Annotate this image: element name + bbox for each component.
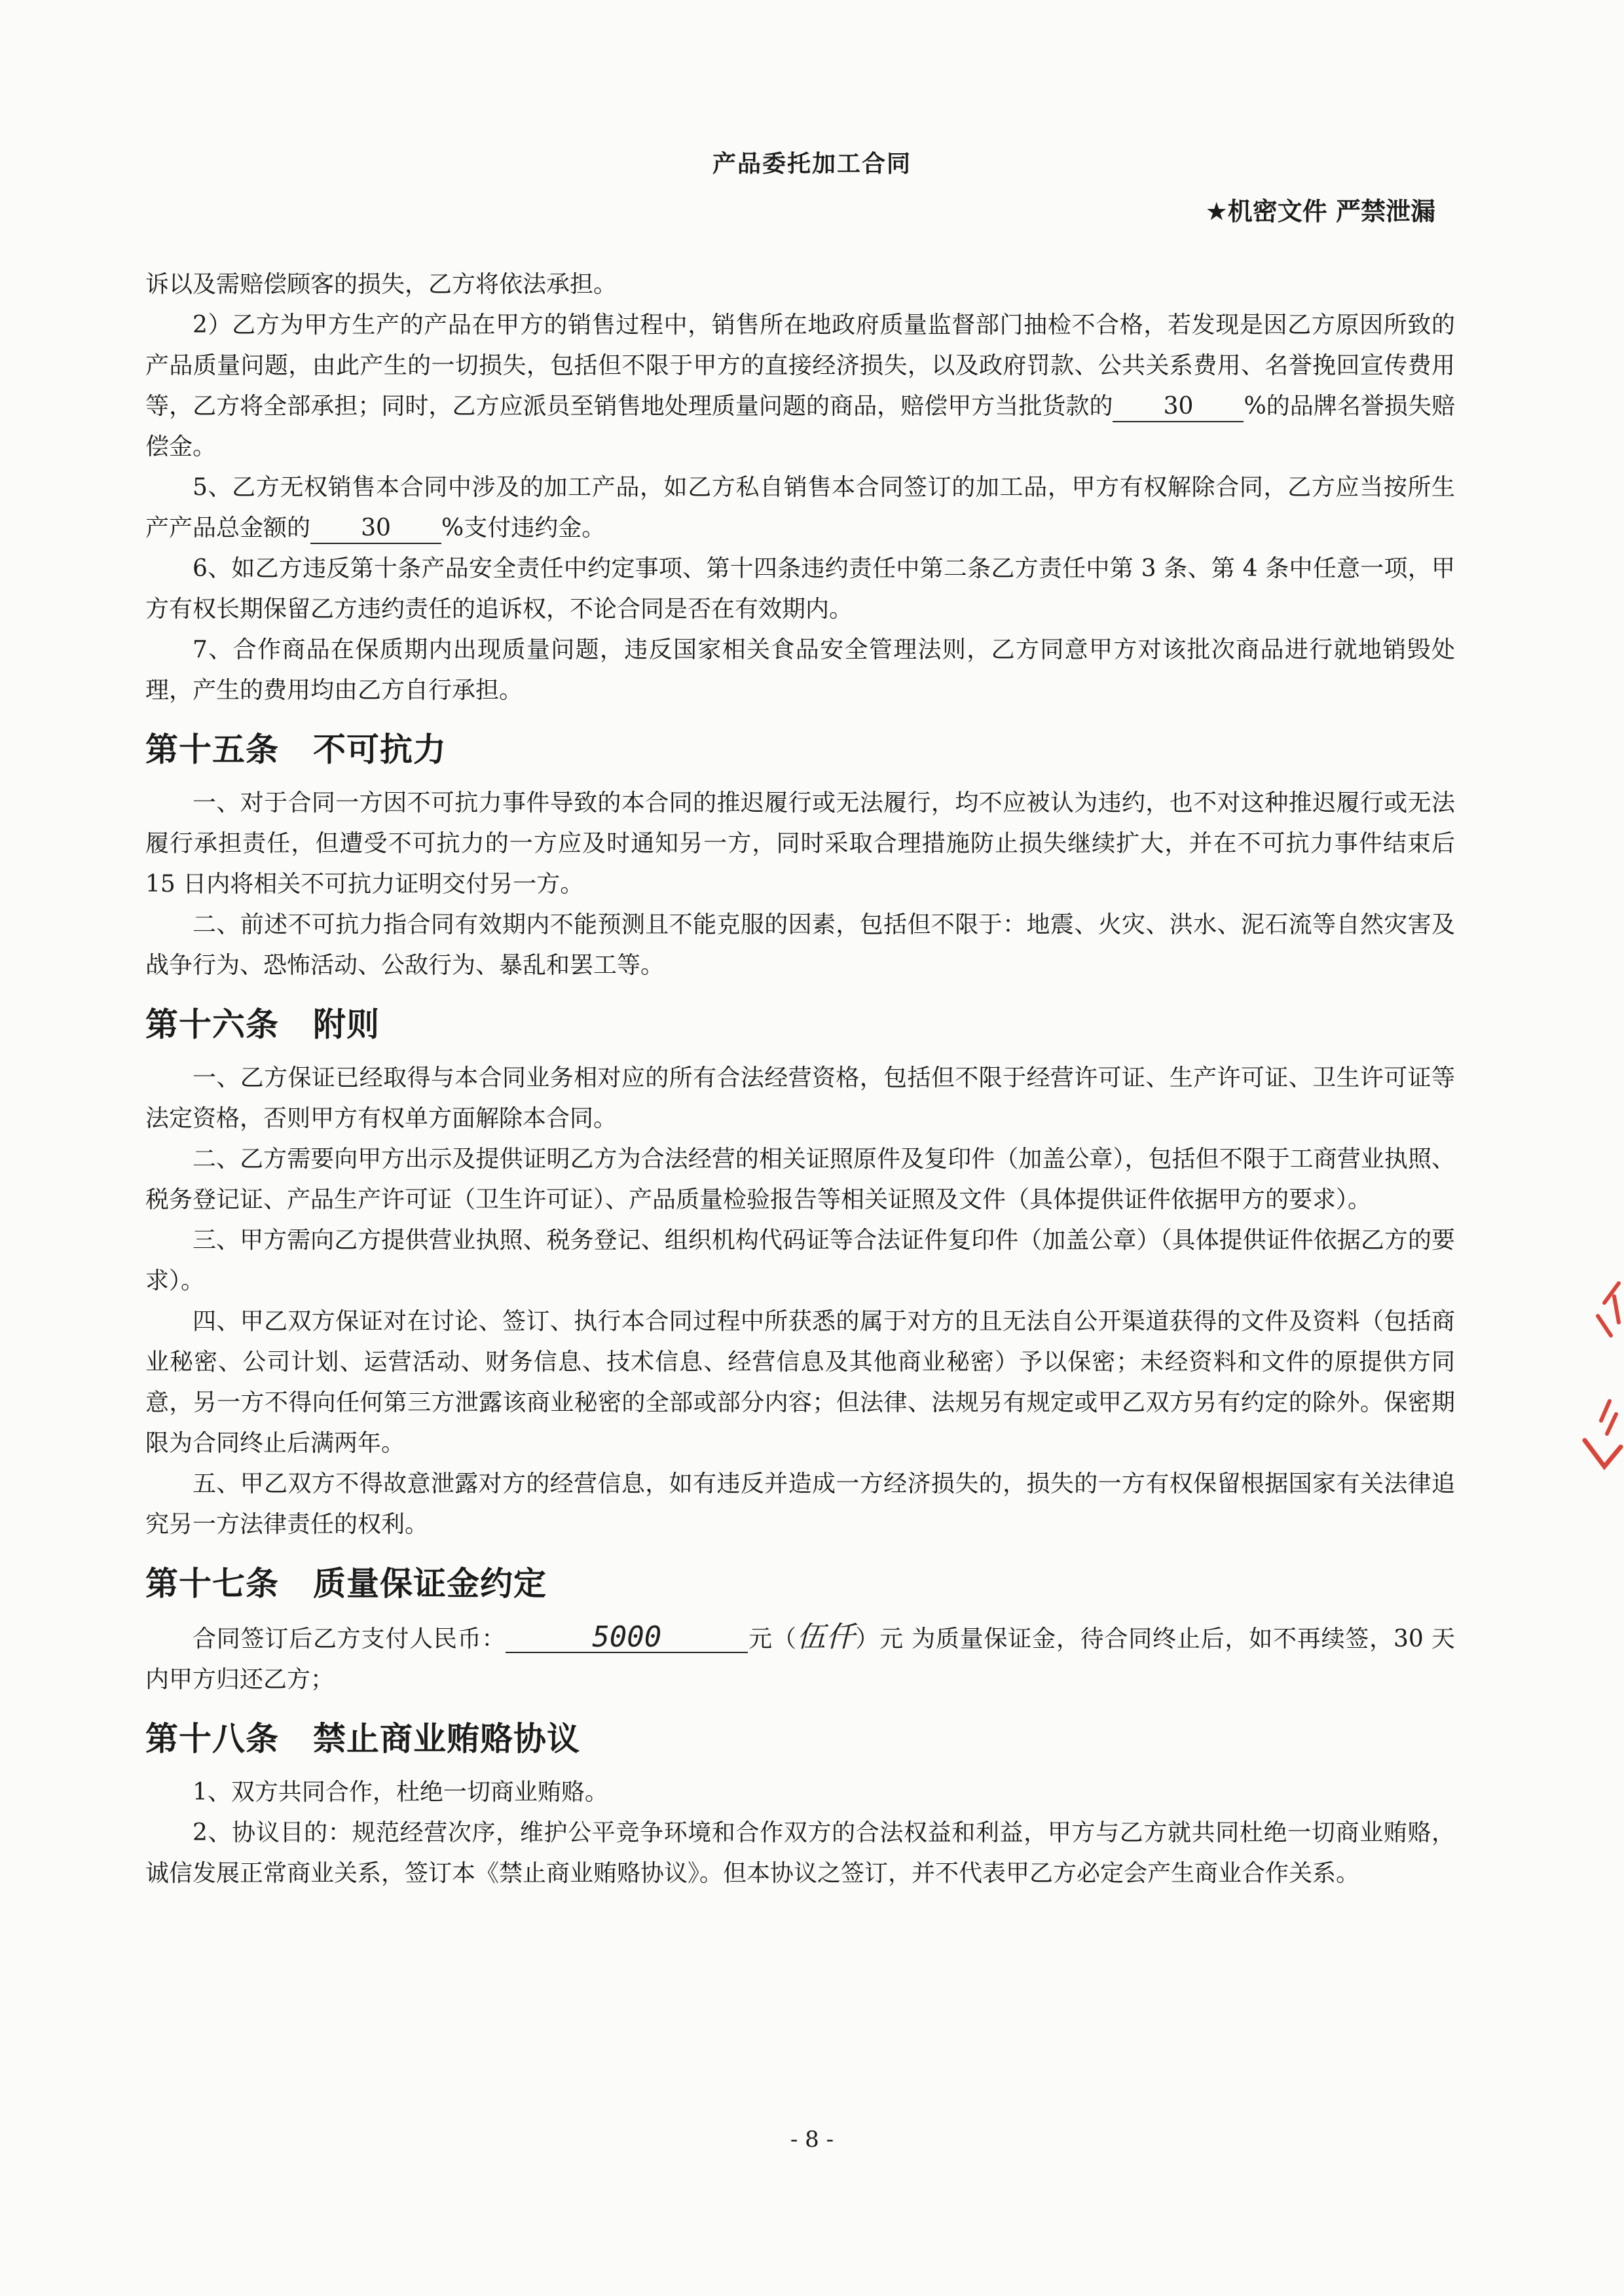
- paragraph: [145, 305, 1455, 467]
- section-number: 第十五条: [145, 731, 279, 769]
- section-number: 第十六条: [145, 1006, 279, 1044]
- paragraph: 一、对于合同一方因不可抗力事件导致的本合同的推迟履行或无法履行，均不应被认为违约，也不对这种推迟履行或无法履行承担责任，但遭受不可抗力的一方应及时通知另一方，同时采取合理措施防止损失继续扩大，并在不可抗力事件结束后 15 日内将相关不可抗力证明交付另一方。: [145, 790, 1455, 898]
- section-heading: [145, 1561, 1455, 1607]
- section-number: 第十八条: [145, 1720, 279, 1758]
- seal-stamp-fragment: [1578, 1277, 1624, 1486]
- page-number: - 8 -: [790, 2126, 834, 2153]
- section-heading: [145, 1716, 1455, 1762]
- paragraph: 二、乙方需要向甲方出示及提供证明乙方为合法经营的相关证照原件及复印件（加盖公章），包括但不限于工商营业执照、税务登记证、产品生产许可证（卫生许可证）、产品质量检验报告等相关证照及文件（具体提供证件依据甲方的要求）。: [145, 1146, 1455, 1213]
- section-number: 第十七条: [145, 1565, 279, 1603]
- compensation-percent-field: 30: [1113, 392, 1244, 422]
- paragraph-text: 2）乙方为甲方生产的产品在甲方的销售过程中，销售所在地政府质量监督部门抽检不合格，若发现是因乙方原因所致的产品质量问题，由此产生的一切损失，包括但不限于甲方的直接经济损失，以及政府罚款、公共关系费用、名誉挽回宣传费用等，乙方将全部承担；同时，乙方应派员至销售地处理质量问题的商品，赔偿甲方当批货款的: [145, 312, 1455, 420]
- paragraph: [145, 1617, 1455, 1700]
- paragraph: 一、乙方保证已经取得与本合同业务相对应的所有合法经营资格，包括但不限于经营许可证、生产许可证、卫生许可证等法定资格，否则甲方有权单方面解除本合同。: [145, 1065, 1455, 1132]
- paragraph-text: %的品牌名誉损失赔偿金。: [145, 393, 1455, 460]
- section-title: 质量保证金约定: [313, 1565, 547, 1603]
- paragraph-text: 5、乙方无权销售本合同中涉及的加工产品，如乙方私自销售本合同签订的加工品，甲方有权解除合同，乙方应当按所生产产品总金额的: [145, 474, 1455, 541]
- paragraph: 诉以及需赔偿顾客的损失，乙方将依法承担。: [145, 271, 618, 298]
- paragraph: 1、双方共同合作，杜绝一切商业贿赂。: [193, 1779, 608, 1806]
- deposit-amount-field: 5000: [506, 1623, 748, 1653]
- paragraph-text: 合同签订后乙方支付人民币：: [193, 1626, 506, 1652]
- paragraph: 五、甲乙双方不得故意泄露对方的经营信息，如有违反并造成一方经济损失的，损失的一方有权保留根据国家有关法律追究另一方法律责任的权利。: [145, 1470, 1455, 1538]
- deposit-amount-words: 伍仟: [796, 1620, 856, 1654]
- confidential-label: ★机密文件 严禁泄漏: [1205, 197, 1435, 226]
- paragraph: 7、合作商品在保质期内出现质量问题，违反国家相关食品安全管理法则，乙方同意甲方对该批次商品进行就地销毁处理，产生的费用均由乙方自行承担。: [145, 636, 1455, 704]
- section-heading: [145, 727, 1455, 773]
- paragraph: 三、甲方需向乙方提供营业执照、税务登记、组织机构代码证等合法证件复印件（加盖公章）（具体提供证件依据乙方的要求）。: [145, 1227, 1455, 1294]
- section-heading: [145, 1002, 1455, 1048]
- paragraph: 2、协议目的：规范经营次序，维护公平竞争环境和合作双方的合法权益和利益，甲方与乙方就共同杜绝一切商业贿赂，诚信发展正常商业关系，签订本《禁止商业贿赂协议》。但本协议之签订，并不代表甲乙方必定会产生商业合作关系。: [145, 1819, 1455, 1887]
- section-title: 不可抗力: [313, 731, 447, 769]
- penalty-percent-field: 30: [310, 514, 441, 544]
- paragraph: 四、甲乙双方保证对在讨论、签订、执行本合同过程中所获悉的属于对方的且无法自公开渠道获得的文件及资料（包括商业秘密、公司计划、运营活动、财务信息、技术信息、经营信息及其他商业秘密）予以保密；未经资料和文件的原提供方同意，另一方不得向任何第三方泄露该商业秘密的全部或部分内容；但法律、法规另有规定或甲乙双方另有约定的除外。保密期限为合同终止后满两年。: [145, 1308, 1455, 1457]
- section-title: 禁止商业贿赂协议: [313, 1720, 580, 1758]
- document-body: [145, 264, 1455, 1894]
- paragraph-text: 元（: [748, 1626, 797, 1652]
- paragraph-text: %支付违约金。: [441, 515, 606, 541]
- paragraph: [145, 467, 1455, 549]
- paragraph: 二、前述不可抗力指合同有效期内不能预测且不能克服的因素，包括但不限于：地震、火灾、洪水、泥石流等自然灾害及战争行为、恐怖活动、公敌行为、暴乱和罢工等。: [145, 911, 1455, 979]
- document-title: 产品委托加工合同: [712, 151, 912, 177]
- paragraph-text: ）元 为质量保证金，待合同终止后，如不再续签，30 天内甲方归还乙方；: [145, 1626, 1455, 1693]
- paragraph: 6、如乙方违反第十条产品安全责任中约定事项、第十四条违约责任中第二条乙方责任中第 3 条、第 4 条中任意一项，甲方有权长期保留乙方违约责任的追诉权，不论合同是否在有效期内。: [145, 555, 1455, 623]
- section-title: 附则: [313, 1006, 380, 1044]
